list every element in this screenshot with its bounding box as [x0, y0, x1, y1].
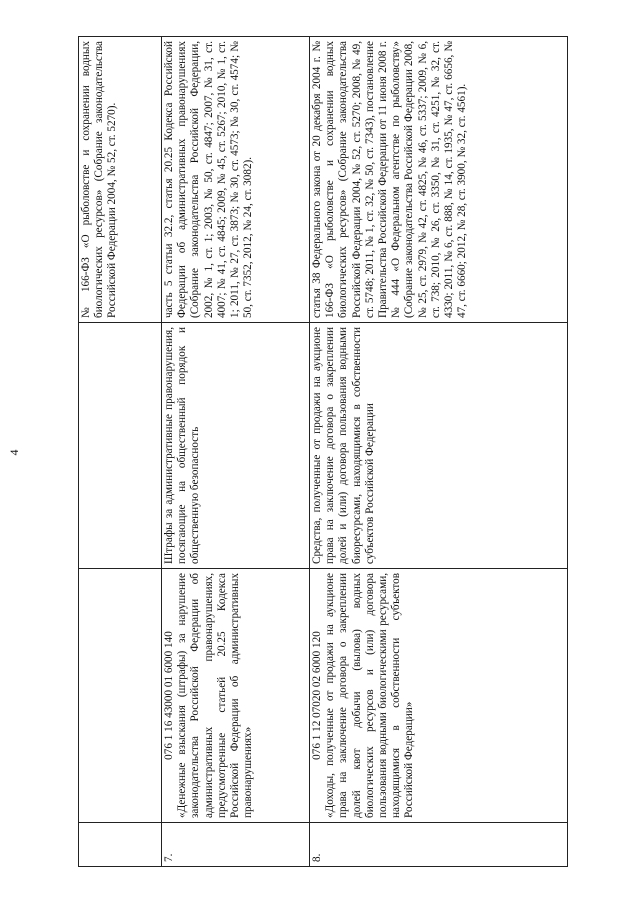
- code-cell: [79, 569, 162, 823]
- code-cell: [162, 569, 310, 823]
- income-description: «Доходы, полученные от продажи на аукционе права на заключение договора о закреплении долей квот добычи (вылова) водных биологических ресурсов и (или) договора пользования водными биологическими ресурсами, находящимися в собственности субъектов Российской Федерации»: [324, 573, 416, 818]
- income-description: «Денежные взыскания (штрафы) за нарушение законодательства Российской Федерации об административных правонарушениях, предусмотренные статьей 20.25 Кодекса Российской Федерации об административных правонарушениях»: [176, 573, 255, 818]
- source-cell: Штрафы за административные правонарушения, посягающие на общественный порядок и общественную безопасность: [162, 323, 310, 569]
- document-table: [78, 36, 568, 867]
- table-row: [79, 37, 162, 867]
- row-number-cell: 8.: [310, 823, 568, 867]
- page-number: 4: [7, 449, 21, 456]
- row-number-cell: 7.: [162, 823, 310, 867]
- budget-code: 076 1 12 07020 02 6000 120: [311, 631, 323, 760]
- source-cell: [79, 323, 162, 569]
- legal-basis-cell: статья 38 Федерального закона от 20 декабря 2004 г. № 166-ФЗ «О рыболовстве и сохранении водных биологических ресурсов» (Собрание законодательства Российской Федерации 2004, № 52, ст. 5270; 2008, № 49, ст. 5748; 2011, № 1, ст. 32, № 50, ст. 7343), постановление Правительства Российской Федерации от 11 июня 2008 г. № 444 «О Федеральном агентстве по рыболовству» (Собрание законодательства Российской Федерации 2008, № 25, ст. 2979, № 42, ст. 4825, № 46, ст. 5337; 2009, № 6, ст. 738; 2010, № 26, ст. 3350, № 31, ст. 4251, № 32, ст. 4330; 2011, № 6, ст. 888, № 14, ст. 1935, № 47, ст. 6656, № 47, ст. 6660; 2012, № 28, ст. 3900, № 32, ст. 4561).: [310, 37, 568, 323]
- table-row: [162, 37, 310, 867]
- code-cell: [310, 569, 568, 823]
- legal-basis-cell: часть 5 статьи 32.2, статья 20.25 Кодекса Российской Федерации об административных правонарушениях (Собрание законодательства Российской Федерации, 2002, № 1, ст. 1; 2003, № 50, ст. 4847; 2007, № 31, ст. 4007; № 41, ст. 4845; 2009, № 45, ст. 5267; 2010, № 1, ст. 1; 2011, № 27, ст. 3873; № 30, ст. 4573; № 30, ст. 4574; № 50, ст. 7352, 2012, № 24, ст. 3082).: [162, 37, 310, 323]
- budget-code: 076 1 16 43000 01 6000 140: [163, 631, 175, 760]
- row-number-cell: [79, 823, 162, 867]
- table-row: [310, 37, 568, 867]
- legal-basis-cell: № 166-ФЗ «О рыболовстве и сохранении водных биологических ресурсов» (Собрание законодательства Российской Федерации 2004, № 52, ст. 5270).: [79, 37, 162, 323]
- source-cell: Средства, полученные от продажи на аукционе права на заключение договора о закреплении долей и (или) договора пользования водными биоресурсами, находящимися в собственности субъектов Российской Федерации: [310, 323, 568, 569]
